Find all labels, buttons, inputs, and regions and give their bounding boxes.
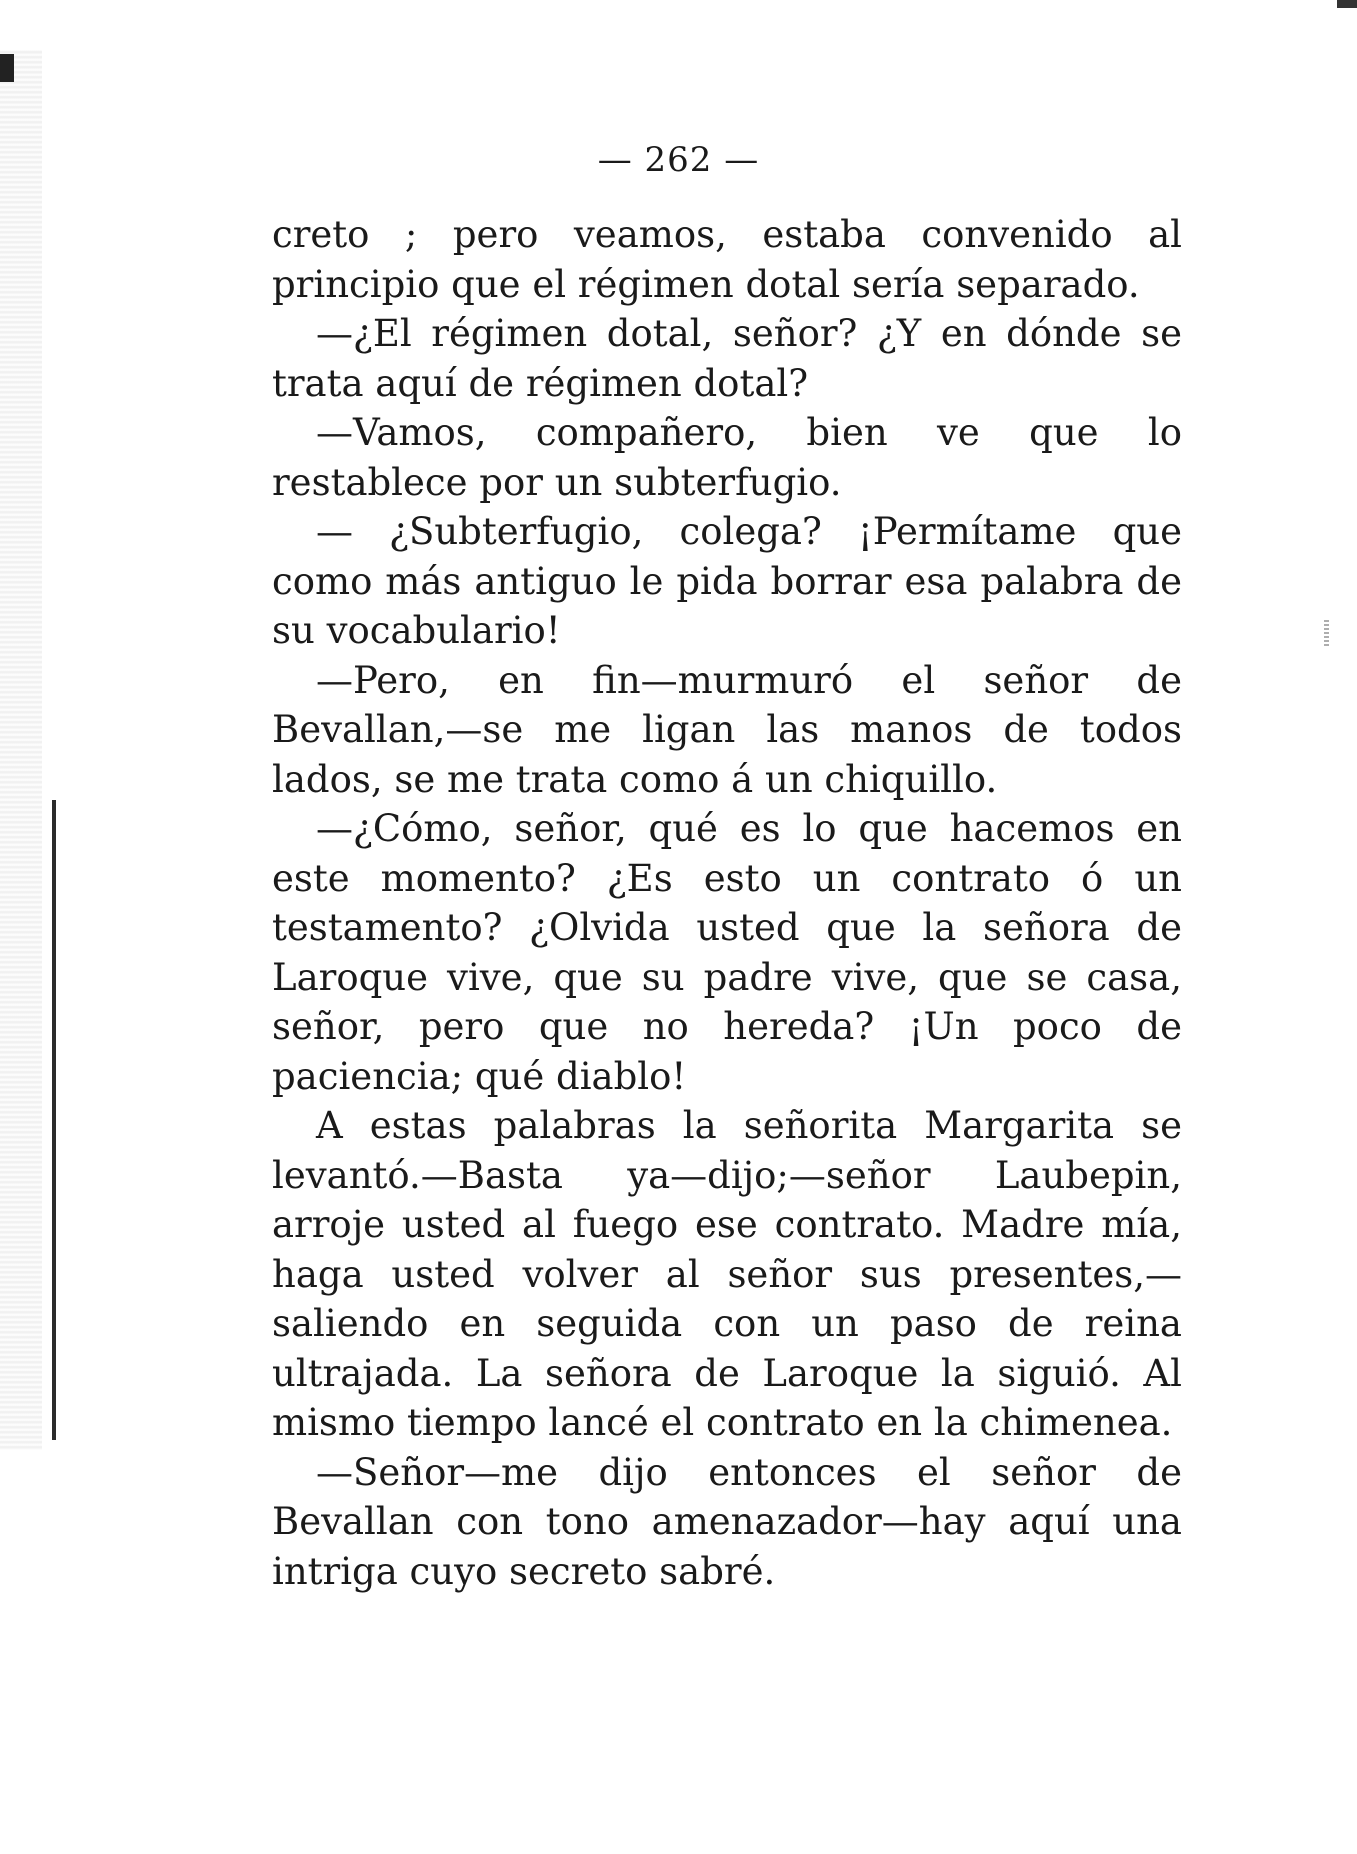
paragraph: —Vamos, compañero, bien ve que lo restablece por un subterfugio.: [272, 411, 1182, 504]
page-number: — 262 —: [597, 140, 760, 180]
paragraph: A estas palabras la señorita Margarita se levantó.—Basta ya—dijo;—señor Laubepin, arroje usted al fuego ese contrato. Madre mía, haga usted volver al señor sus presentes,—saliendo en seguida con un paso de reina ultrajada. La señora de Laroque la siguió. Al mismo tiempo lancé el contrato en la chimenea.: [272, 1104, 1182, 1444]
scan-speck: [1324, 620, 1329, 646]
scan-corner-mark: [1337, 0, 1357, 8]
paragraph: —¿El régimen dotal, señor? ¿Y en dónde se trata aquí de régimen dotal?: [272, 312, 1182, 405]
paragraph-continuation: creto ; pero veamos, estaba convenido al principio que el régimen dotal sería separado.: [272, 213, 1182, 306]
paragraph: —¿Cómo, señor, qué es lo que hacemos en este momento? ¿Es esto un contrato ó un testamento? ¿Olvida usted que la señora de Laroque vive, que su padre vive, que se casa, señor, pero que no hereda? ¡Un poco de paciencia; qué diablo!: [272, 807, 1182, 1098]
paragraph: — ¿Subterfugio, colega? ¡Permítame que como más antiguo le pida borrar esa palabra de su vocabulario!: [272, 510, 1182, 652]
scan-binding-line: [52, 800, 56, 1440]
paragraph: —Pero, en fin—murmuró el señor de Bevallan,—se me ligan las manos de todos lados, se me trata como á un chiquillo.: [272, 658, 1182, 801]
paragraph: —Señor—me dijo entonces el señor de Bevallan con tono amenazador—hay aquí una intriga cuyo secreto sabré.: [272, 1450, 1182, 1593]
scan-binding-shadow: [0, 50, 42, 1450]
scan-edge-mark: [0, 54, 14, 82]
body-text: [272, 210, 1182, 1596]
